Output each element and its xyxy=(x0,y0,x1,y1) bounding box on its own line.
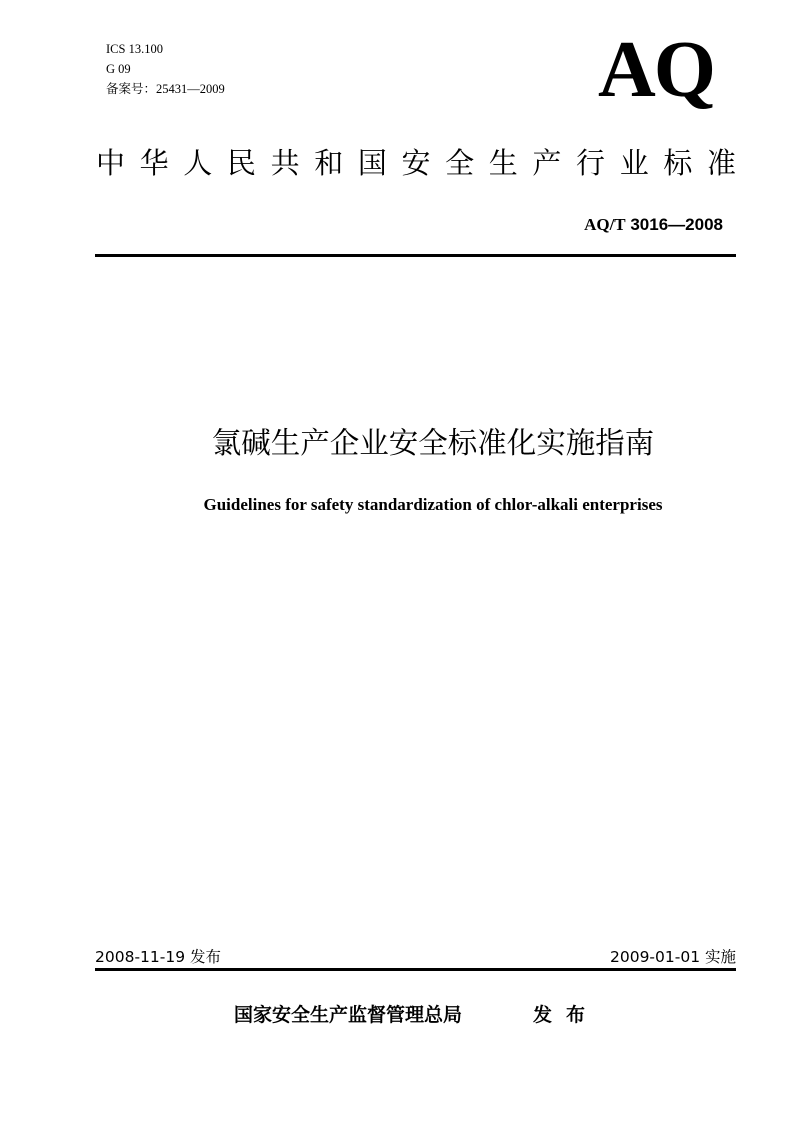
category-char: 行 xyxy=(576,146,606,180)
category-char: 和 xyxy=(314,146,344,180)
standard-category-title xyxy=(96,143,736,183)
category-char: 民 xyxy=(226,146,256,180)
issue-date: 2008-11-19 发布 xyxy=(95,948,222,966)
category-char: 业 xyxy=(619,146,649,180)
category-char: 人 xyxy=(183,146,213,180)
issuing-authority: 国家安全生产监督管理总局 xyxy=(234,1004,463,1026)
ics-code: ICS 13.100 xyxy=(106,42,163,56)
aq-logo: AQ xyxy=(598,26,714,114)
standard-number-value: 3016—2008 xyxy=(625,215,723,234)
issue-label: 发布 xyxy=(533,1004,600,1026)
category-char: 华 xyxy=(139,146,169,180)
category-char: 共 xyxy=(270,146,300,180)
top-divider xyxy=(95,254,736,257)
category-char: 国 xyxy=(357,146,387,180)
category-char: 全 xyxy=(445,146,475,180)
record-number: 备案号：25431—2009 xyxy=(106,82,225,96)
document-title-chinese: 氯碱生产企业安全标准化实施指南 xyxy=(211,426,655,460)
classification-code: G 09 xyxy=(106,62,131,76)
category-char: 生 xyxy=(488,146,518,180)
category-char: 标 xyxy=(663,146,693,180)
category-char: 产 xyxy=(532,146,562,180)
bottom-divider xyxy=(95,968,736,971)
standard-number-prefix: AQ/T xyxy=(584,215,626,234)
standard-number xyxy=(584,214,723,236)
category-char: 中 xyxy=(96,146,126,180)
category-char: 准 xyxy=(706,146,736,180)
document-title-english: Guidelines for safety standardization of chlor-alkali enterprises xyxy=(203,495,663,514)
implementation-date: 2009-01-01 实施 xyxy=(609,948,736,966)
category-char: 安 xyxy=(401,146,431,180)
